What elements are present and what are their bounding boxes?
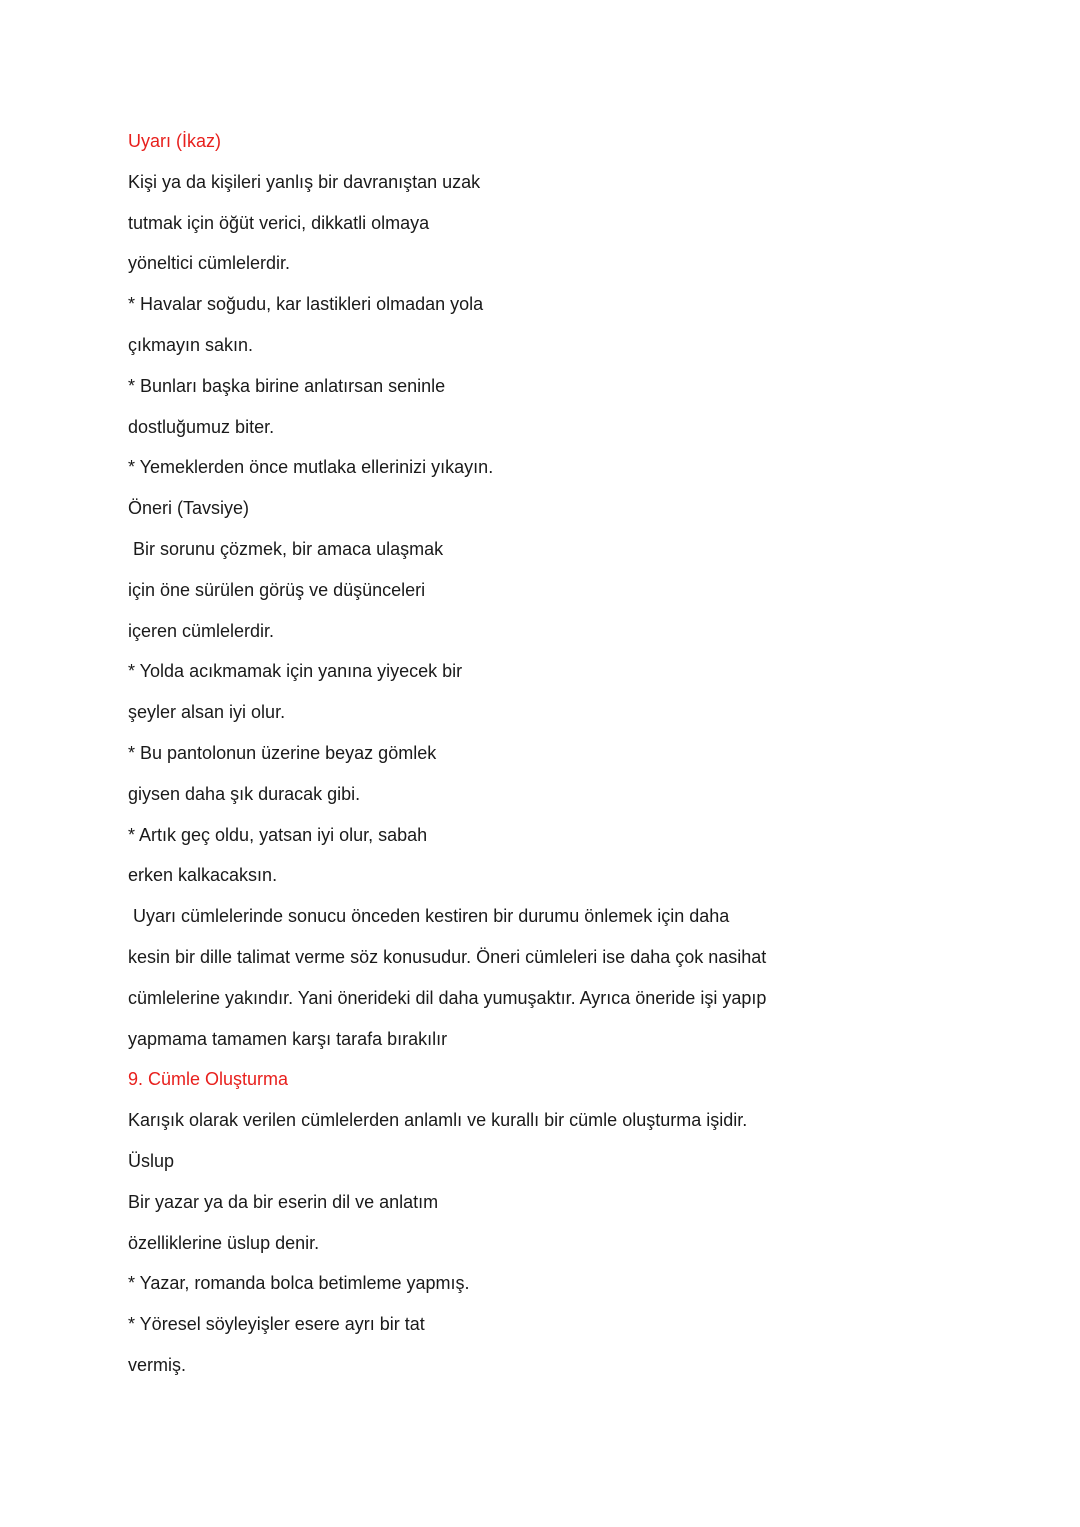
text-line: için öne sürülen görüş ve düşünceleri	[128, 579, 426, 600]
text-line: erken kalkacaksın.	[128, 865, 278, 886]
text-line: çıkmayın sakın.	[128, 334, 254, 355]
text-line: Uyarı cümlelerinde sonucu önceden kestiren bir durumu önlemek için daha	[128, 906, 730, 927]
text-line: Öneri (Tavsiye)	[128, 498, 250, 519]
text-line: Karışık olarak verilen cümlelerden anlamlı ve kurallı bir cümle oluşturma işidir.	[128, 1110, 748, 1131]
text-line: Kişi ya da kişileri yanlış bir davranıştan uzak	[128, 171, 481, 192]
text-line: tutmak için öğüt verici, dikkatli olmaya	[128, 212, 430, 233]
text-line: yapmama tamamen karşı tarafa bırakılır	[128, 1028, 448, 1049]
text-line: içeren cümlelerdir.	[128, 620, 275, 641]
text-line: Üslup	[128, 1150, 175, 1171]
text-line: giysen daha şık duracak gibi.	[128, 783, 361, 804]
text-line: * Yöresel söyleyişler esere ayrı bir tat	[128, 1314, 425, 1335]
text-line: cümlelerine yakındır. Yani önerideki dil daha yumuşaktır. Ayrıca öneride işi yapıp	[128, 987, 767, 1008]
text-line: * Bunları başka birine anlatırsan seninle	[128, 375, 446, 396]
section-heading: 9. Cümle Oluşturma	[128, 1069, 289, 1090]
text-line: özelliklerine üslup denir.	[128, 1232, 320, 1253]
section-heading: Uyarı (İkaz)	[128, 131, 222, 151]
text-line: Bir sorunu çözmek, bir amaca ulaşmak	[128, 538, 444, 559]
text-line: vermiş.	[128, 1354, 186, 1375]
text-line: dostluğumuz biter.	[128, 416, 275, 437]
text-line: * Yemeklerden önce mutlaka ellerinizi yıkayın.	[128, 457, 494, 478]
text-line: * Bu pantolonun üzerine beyaz gömlek	[128, 742, 437, 763]
text-line: * Artık geç oldu, yatsan iyi olur, sabah	[128, 824, 428, 845]
text-line: * Yazar, romanda bolca betimleme yapmış.	[128, 1273, 470, 1294]
text-line: Bir yazar ya da bir eserin dil ve anlatım	[128, 1191, 439, 1212]
document-body	[128, 126, 948, 1391]
text-line: yöneltici cümlelerdir.	[128, 253, 291, 274]
text-line: * Yolda acıkmamak için yanına yiyecek bir	[128, 661, 463, 682]
text-line: şeyler alsan iyi olur.	[128, 702, 286, 723]
text-line: kesin bir dille talimat verme söz konusudur. Öneri cümleleri ise daha çok nasihat	[128, 946, 767, 967]
text-line: * Havalar soğudu, kar lastikleri olmadan yola	[128, 294, 484, 315]
